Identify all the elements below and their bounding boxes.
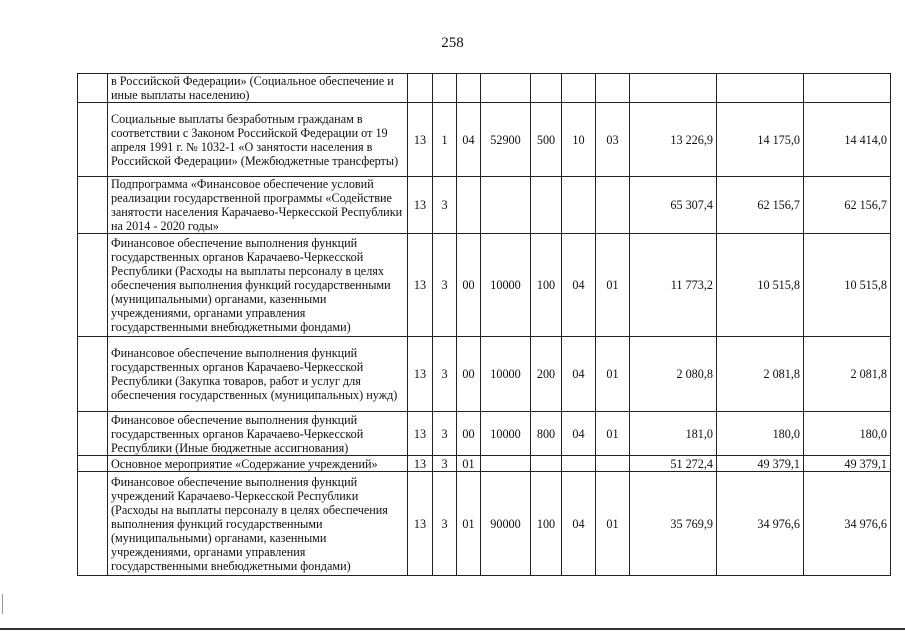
table-row bbox=[78, 177, 891, 234]
cell-item-name: Социальные выплаты безработным гражданам в соответствии с Законом Российской Федерации от 19 апреля 1991 г. № 1032-1 «О занятости населения в Российской Федерации» (Межбюджетные трансферты) bbox=[108, 103, 408, 177]
cell-amount-2: 14 175,0 bbox=[717, 103, 804, 177]
cell-code-7 bbox=[596, 177, 630, 234]
cell-blank bbox=[78, 337, 108, 412]
cell-code-4 bbox=[481, 456, 531, 472]
cell-code-5: 100 bbox=[531, 472, 562, 576]
cell-code-1: 13 bbox=[408, 103, 433, 177]
cell-amount-1: 35 769,9 bbox=[630, 472, 717, 576]
cell-amount-1: 51 272,4 bbox=[630, 456, 717, 472]
cell-code-3 bbox=[457, 177, 481, 234]
cell-amount-1: 2 080,8 bbox=[630, 337, 717, 412]
cell-amount-3: 34 976,6 bbox=[804, 472, 891, 576]
cell-code-2 bbox=[433, 74, 457, 103]
cell-code-2: 3 bbox=[433, 337, 457, 412]
cell-code-7: 01 bbox=[596, 472, 630, 576]
cell-blank bbox=[78, 412, 108, 456]
cell-code-3 bbox=[457, 74, 481, 103]
cell-amount-1: 181,0 bbox=[630, 412, 717, 456]
cell-code-6: 04 bbox=[562, 472, 596, 576]
cell-item-name: Финансовое обеспечение выполнения функций государственных органов Карачаево-Черкесской Республики (Иные бюджетные ассигнования) bbox=[108, 412, 408, 456]
cell-code-5 bbox=[531, 456, 562, 472]
cell-code-1: 13 bbox=[408, 337, 433, 412]
budget-table bbox=[77, 73, 891, 576]
cell-amount-1: 11 773,2 bbox=[630, 234, 717, 337]
cell-code-1: 13 bbox=[408, 412, 433, 456]
cell-amount-3: 2 081,8 bbox=[804, 337, 891, 412]
page-number: 258 bbox=[441, 35, 464, 51]
cell-amount-1: 65 307,4 bbox=[630, 177, 717, 234]
cell-blank bbox=[78, 472, 108, 576]
cell-code-6: 10 bbox=[562, 103, 596, 177]
cell-code-4 bbox=[481, 74, 531, 103]
cell-item-name: Основное мероприятие «Содержание учреждений» bbox=[108, 456, 408, 472]
cell-code-3: 00 bbox=[457, 412, 481, 456]
cell-code-4: 90000 bbox=[481, 472, 531, 576]
cell-code-6 bbox=[562, 74, 596, 103]
scan-edge-mark bbox=[2, 594, 5, 614]
cell-amount-2 bbox=[717, 74, 804, 103]
cell-code-3: 04 bbox=[457, 103, 481, 177]
cell-item-name: Финансовое обеспечение выполнения функций учреждений Карачаево-Черкесской Республики (Расходы на выплаты персоналу в целях обеспечения выполнения функций государственными (муниципальными) органами, казенными учреждениями, органами управления государственными внебюджетными фондами) bbox=[108, 472, 408, 576]
cell-code-4: 10000 bbox=[481, 412, 531, 456]
cell-code-5: 200 bbox=[531, 337, 562, 412]
cell-code-3: 01 bbox=[457, 472, 481, 576]
cell-code-6: 04 bbox=[562, 234, 596, 337]
cell-code-6: 04 bbox=[562, 412, 596, 456]
cell-amount-3: 10 515,8 bbox=[804, 234, 891, 337]
cell-item-name: Финансовое обеспечение выполнения функций государственных органов Карачаево-Черкесской Республики (Расходы на выплаты персоналу в целях обеспечения выполнения функций государственными (муниципальными) органами, казенными учреждениями, органами управления государственными внебюджетными фондами) bbox=[108, 234, 408, 337]
cell-code-1 bbox=[408, 74, 433, 103]
cell-code-2: 3 bbox=[433, 177, 457, 234]
cell-code-1: 13 bbox=[408, 456, 433, 472]
scan-bottom-edge bbox=[0, 628, 905, 630]
cell-blank bbox=[78, 177, 108, 234]
cell-code-6 bbox=[562, 177, 596, 234]
cell-blank bbox=[78, 234, 108, 337]
cell-code-6: 04 bbox=[562, 337, 596, 412]
cell-blank bbox=[78, 103, 108, 177]
cell-amount-2: 180,0 bbox=[717, 412, 804, 456]
cell-code-2: 1 bbox=[433, 103, 457, 177]
cell-code-5: 100 bbox=[531, 234, 562, 337]
cell-code-2: 3 bbox=[433, 412, 457, 456]
cell-amount-1: 13 226,9 bbox=[630, 103, 717, 177]
cell-code-7: 03 bbox=[596, 103, 630, 177]
table-row bbox=[78, 472, 891, 576]
cell-code-4: 10000 bbox=[481, 234, 531, 337]
table-row bbox=[78, 337, 891, 412]
cell-code-4: 10000 bbox=[481, 337, 531, 412]
cell-item-name: Финансовое обеспечение выполнения функций государственных органов Карачаево-Черкесской Республики (Закупка товаров, работ и услуг для обеспечения государственных (муниципальных) нужд) bbox=[108, 337, 408, 412]
cell-code-6 bbox=[562, 456, 596, 472]
cell-code-2: 3 bbox=[433, 456, 457, 472]
cell-code-3: 00 bbox=[457, 234, 481, 337]
cell-code-1: 13 bbox=[408, 177, 433, 234]
cell-item-name: Подпрограмма «Финансовое обеспечение условий реализации государственной программы «Содействие занятости населения Карачаево-Черкесской Республики на 2014 - 2020 годы» bbox=[108, 177, 408, 234]
cell-code-5: 800 bbox=[531, 412, 562, 456]
cell-code-4 bbox=[481, 177, 531, 234]
table-row bbox=[78, 412, 891, 456]
cell-amount-2: 34 976,6 bbox=[717, 472, 804, 576]
cell-code-7: 01 bbox=[596, 412, 630, 456]
cell-amount-2: 62 156,7 bbox=[717, 177, 804, 234]
cell-amount-2: 10 515,8 bbox=[717, 234, 804, 337]
cell-code-3: 00 bbox=[457, 337, 481, 412]
cell-blank bbox=[78, 74, 108, 103]
table-body bbox=[78, 74, 891, 576]
cell-code-5: 500 bbox=[531, 103, 562, 177]
cell-code-2: 3 bbox=[433, 472, 457, 576]
cell-amount-2: 2 081,8 bbox=[717, 337, 804, 412]
cell-code-5 bbox=[531, 74, 562, 103]
cell-code-1: 13 bbox=[408, 234, 433, 337]
table-row bbox=[78, 74, 891, 103]
cell-blank bbox=[78, 456, 108, 472]
cell-code-7 bbox=[596, 74, 630, 103]
cell-amount-2: 49 379,1 bbox=[717, 456, 804, 472]
cell-item-name: в Российской Федерации» (Социальное обеспечение и иные выплаты населению) bbox=[108, 74, 408, 103]
cell-code-5 bbox=[531, 177, 562, 234]
cell-amount-3: 14 414,0 bbox=[804, 103, 891, 177]
table-row bbox=[78, 103, 891, 177]
cell-amount-3 bbox=[804, 74, 891, 103]
cell-code-2: 3 bbox=[433, 234, 457, 337]
cell-code-7: 01 bbox=[596, 234, 630, 337]
cell-amount-3: 49 379,1 bbox=[804, 456, 891, 472]
table-row bbox=[78, 234, 891, 337]
cell-code-4: 52900 bbox=[481, 103, 531, 177]
cell-code-7 bbox=[596, 456, 630, 472]
cell-code-1: 13 bbox=[408, 472, 433, 576]
cell-code-3: 01 bbox=[457, 456, 481, 472]
cell-amount-1 bbox=[630, 74, 717, 103]
cell-amount-3: 62 156,7 bbox=[804, 177, 891, 234]
cell-code-7: 01 bbox=[596, 337, 630, 412]
cell-amount-3: 180,0 bbox=[804, 412, 891, 456]
table-row bbox=[78, 456, 891, 472]
